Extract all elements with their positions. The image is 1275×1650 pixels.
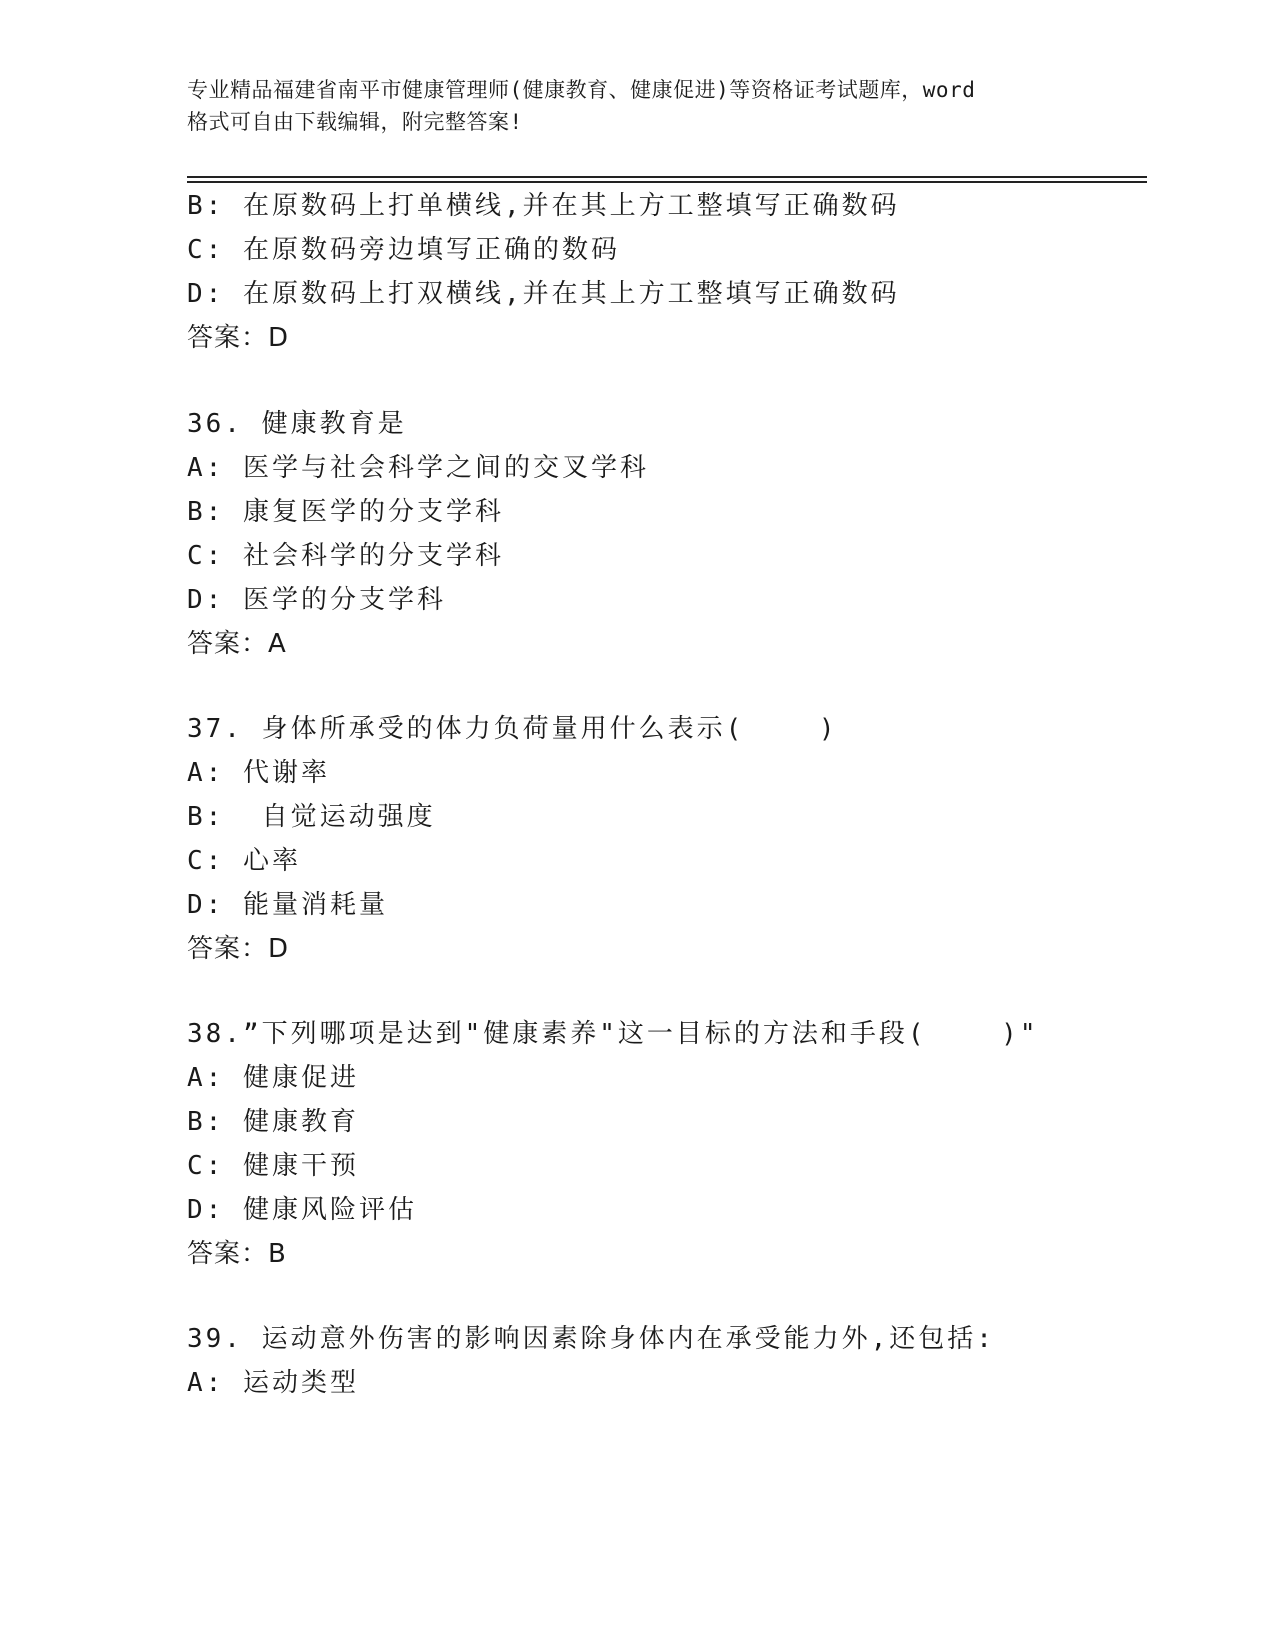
header-line-1: 专业精品福建省南平市健康管理师(健康教育、健康促进)等资格证考试题库，word (187, 78, 976, 102)
q35-option-d: D: 在原数码上打双横线,并在其上方工整填写正确数码 (187, 279, 900, 309)
header-divider-bottom (187, 181, 1147, 183)
q35-answer: 答案：D (187, 323, 290, 353)
q39-stem: 39. 运动意外伤害的影响因素除身体内在承受能力外,还包括: (187, 1324, 995, 1354)
q36-option-b: B: 康复医学的分支学科 (187, 497, 504, 527)
q35-option-c: C: 在原数码旁边填写正确的数码 (187, 235, 620, 265)
q37-option-b: B: 自觉运动强度 (187, 802, 436, 832)
q39-option-a: A: 运动类型 (187, 1368, 359, 1398)
q37-option-d: D: 能量消耗量 (187, 890, 388, 920)
q38-option-b: B: 健康教育 (187, 1107, 359, 1137)
q36-answer: 答案：A (187, 629, 287, 659)
q36-option-d: D: 医学的分支学科 (187, 585, 446, 615)
q36-option-c: C: 社会科学的分支学科 (187, 541, 504, 571)
q36-option-a: A: 医学与社会科学之间的交叉学科 (187, 453, 649, 483)
q37-answer: 答案：D (187, 934, 290, 964)
q37-stem: 37. 身体所承受的体力负荷量用什么表示( ) (187, 714, 838, 744)
q37-option-a: A: 代谢率 (187, 758, 330, 788)
document-header (187, 74, 1087, 138)
q38-stem: 38.”下列哪项是达到"健康素养"这一目标的方法和手段( )" (187, 1019, 1039, 1049)
header-line-2: 格式可自由下载编辑，附完整答案! (187, 110, 523, 134)
q37-option-c: C: 心率 (187, 846, 301, 876)
q38-answer: 答案：B (187, 1239, 287, 1269)
q35-option-b: B: 在原数码上打单横线,并在其上方工整填写正确数码 (187, 191, 900, 221)
q38-option-d: D: 健康风险评估 (187, 1195, 417, 1225)
header-divider-top (187, 176, 1147, 178)
q36-stem: 36. 健康教育是 (187, 409, 407, 439)
q38-option-a: A: 健康促进 (187, 1063, 359, 1093)
q38-option-c: C: 健康干预 (187, 1151, 359, 1181)
